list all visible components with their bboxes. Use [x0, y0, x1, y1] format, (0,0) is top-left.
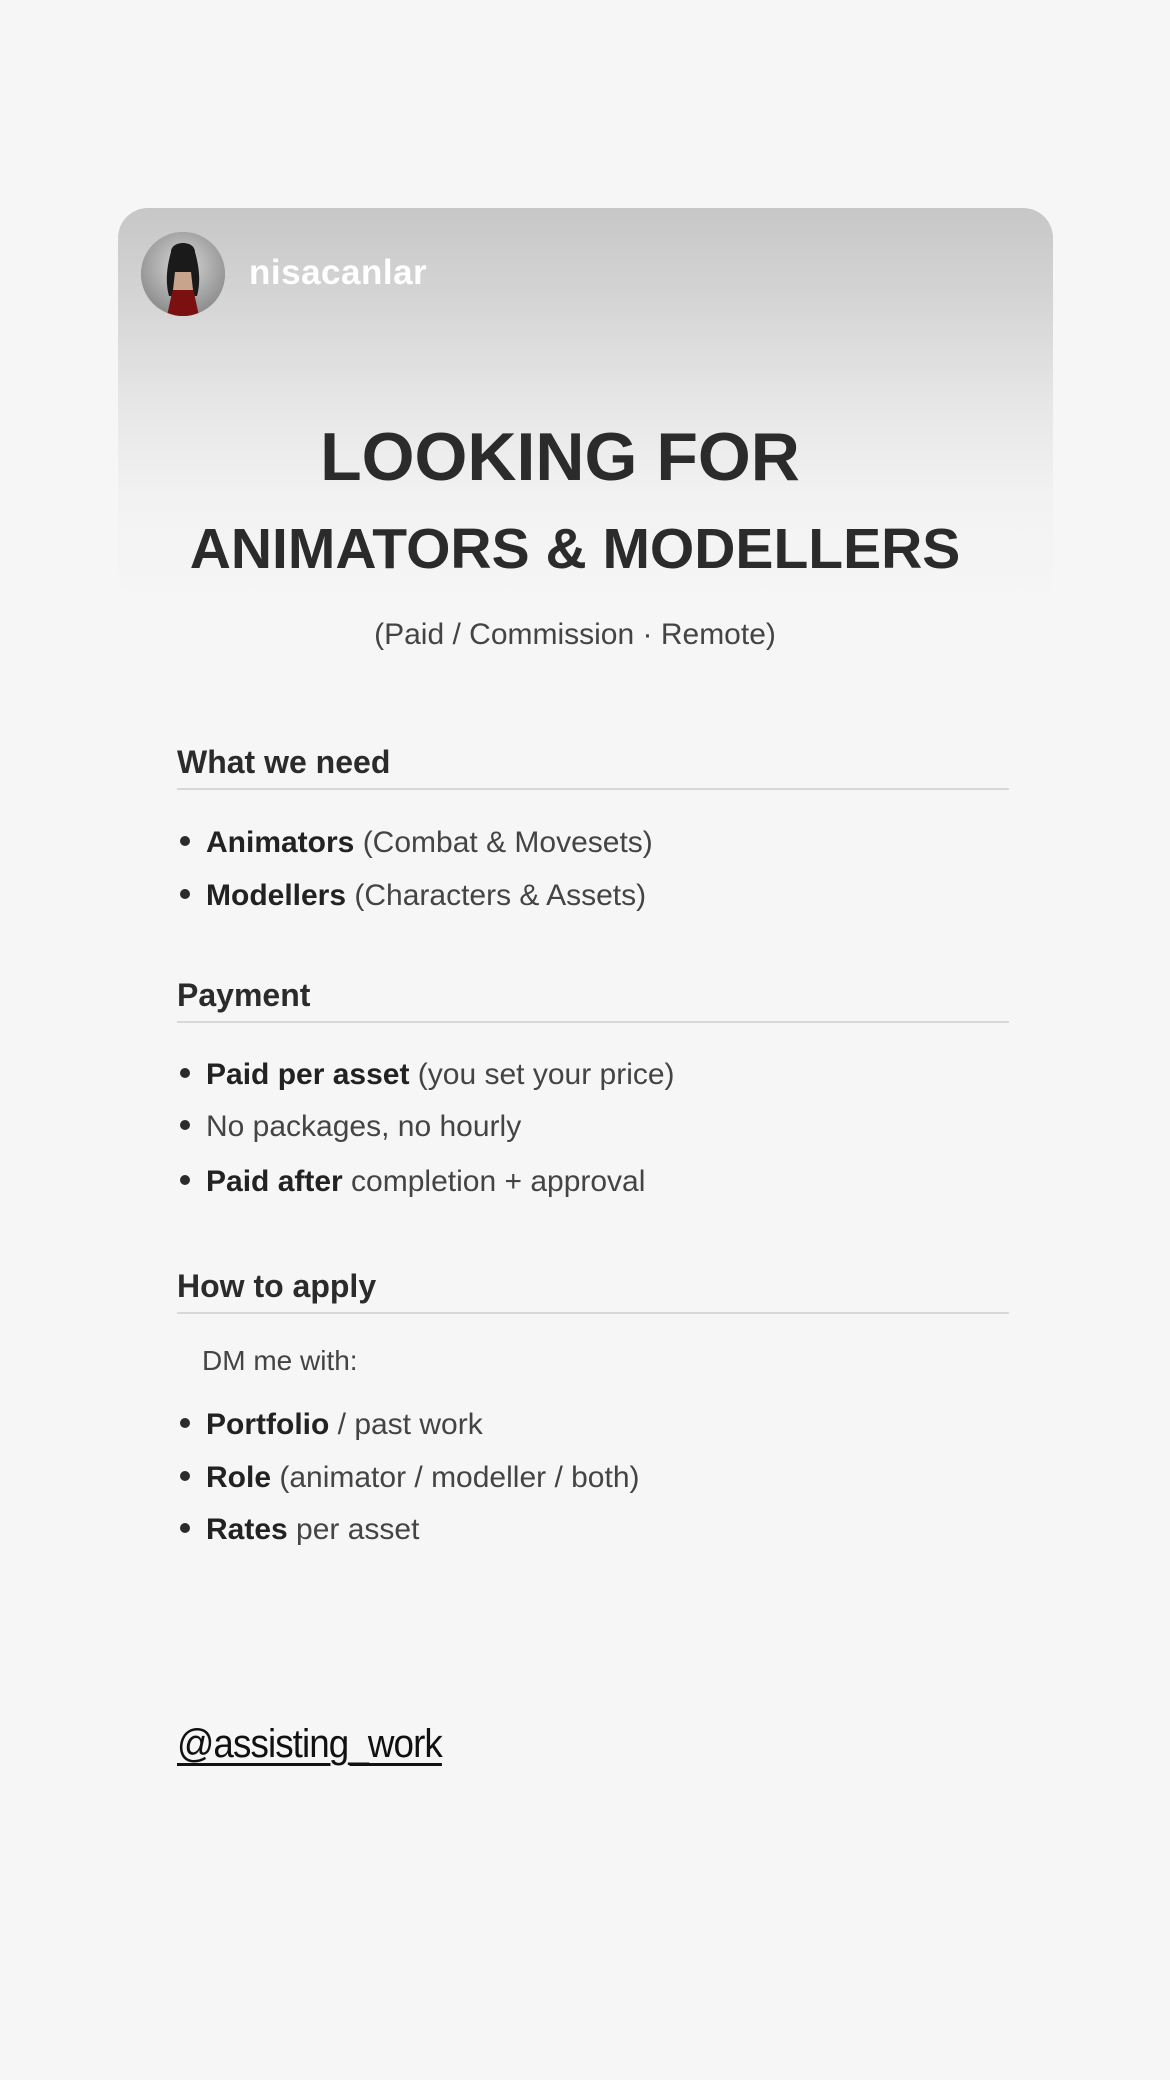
list-item: Portfolio / past work [180, 1408, 483, 1442]
bullet-icon [180, 1523, 190, 1533]
list-item: Role (animator / modeller / both) [180, 1461, 640, 1495]
avatar[interactable] [141, 232, 225, 316]
bullet-icon [180, 1120, 190, 1130]
bullet-icon [180, 1471, 190, 1481]
section-heading-payment: Payment [177, 977, 311, 1013]
section-divider [177, 1021, 1009, 1023]
bullet-icon [180, 836, 190, 846]
username[interactable]: nisacanlar [249, 253, 428, 292]
list-item: Paid after completion + approval [180, 1165, 645, 1199]
section-divider [177, 1312, 1009, 1314]
section-divider [177, 788, 1009, 790]
list-item: No packages, no hourly [180, 1110, 521, 1144]
mention-link[interactable]: @assisting_work [177, 1722, 442, 1766]
section-heading-how-to-apply: How to apply [177, 1268, 377, 1304]
headline-line-2: ANIMATORS & MODELLERS [189, 517, 961, 581]
apply-intro: DM me with: [202, 1345, 358, 1376]
bullet-icon [180, 1175, 190, 1185]
headline-subtitle: (Paid / Commission · Remote) [374, 618, 776, 651]
list-item: Paid per asset (you set your price) [180, 1058, 675, 1092]
headline-line-1: LOOKING FOR [320, 419, 800, 495]
list-item: Animators (Combat & Movesets) [180, 826, 653, 860]
avatar-image [141, 232, 225, 316]
bullet-icon [180, 889, 190, 899]
section-heading-what-we-need: What we need [177, 744, 391, 780]
bullet-icon [180, 1418, 190, 1428]
list-item: Rates per asset [180, 1513, 419, 1547]
list-item: Modellers (Characters & Assets) [180, 879, 646, 913]
bullet-icon [180, 1068, 190, 1078]
